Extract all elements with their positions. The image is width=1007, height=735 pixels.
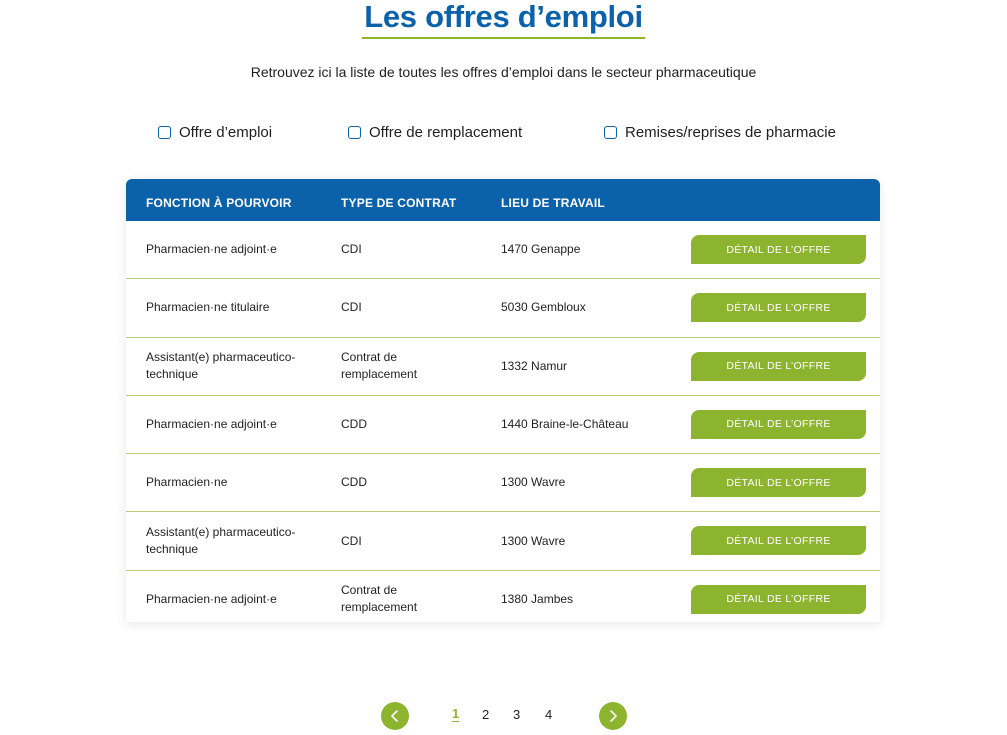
filter-offre-remplacement[interactable]	[348, 124, 522, 141]
cell-fonction: Pharmacien·ne adjoint·e	[146, 591, 277, 606]
job-offers-table	[126, 179, 880, 622]
filter-remises-reprises[interactable]	[604, 124, 836, 141]
cell-contrat: CDI	[341, 533, 362, 548]
cell-fonction: Pharmacien·ne titulaire	[146, 300, 270, 315]
column-header-contrat: TYPE DE CONTRAT	[341, 196, 457, 210]
page-subtitle: Retrouvez ici la liste de toutes les offres d’emploi dans le secteur pharmaceutique	[250, 64, 757, 80]
table-row	[126, 338, 880, 396]
filter-checkbox[interactable]	[348, 126, 361, 139]
page-title: Les offres d’emploi	[362, 0, 645, 39]
filter-label: Remises/reprises de pharmacie	[625, 124, 836, 141]
table-row	[126, 512, 880, 570]
table-header	[126, 179, 880, 221]
table-row	[126, 279, 880, 337]
page-number-4[interactable]: 4	[545, 707, 553, 722]
cell-contrat: CDI	[341, 242, 362, 257]
column-header-lieu: LIEU DE TRAVAIL	[501, 196, 605, 210]
filter-bar	[0, 124, 1007, 144]
chevron-right-icon	[607, 709, 619, 723]
column-header-fonction: FONCTION À POURVOIR	[146, 196, 292, 210]
cell-contrat: Contrat de remplacement	[341, 583, 418, 615]
cell-fonction: Pharmacien·ne adjoint·e	[146, 242, 277, 257]
cell-contrat: CDD	[341, 475, 367, 490]
offer-detail-button[interactable]: DÉTAIL DE L’OFFRE	[691, 235, 866, 264]
cell-lieu: 5030 Gembloux	[501, 300, 586, 315]
pagination	[0, 702, 1007, 730]
chevron-left-icon	[389, 709, 401, 723]
cell-fonction: Pharmacien·ne	[146, 475, 228, 490]
offer-detail-button[interactable]: DÉTAIL DE L’OFFRE	[691, 352, 866, 381]
cell-lieu: 1300 Wavre	[501, 533, 566, 548]
cell-contrat: Contrat de remplacement	[341, 350, 418, 382]
table-row	[126, 221, 880, 279]
table-row	[126, 571, 880, 622]
filter-checkbox[interactable]	[604, 126, 617, 139]
offer-detail-button[interactable]: DÉTAIL DE L’OFFRE	[691, 410, 866, 439]
cell-lieu: 1380 Jambes	[501, 591, 574, 606]
cell-lieu: 1332 Namur	[501, 358, 568, 373]
table-row	[126, 396, 880, 454]
cell-lieu: 1300 Wavre	[501, 475, 566, 490]
cell-lieu: 1470 Genappe	[501, 242, 581, 257]
cell-fonction: Assistant(e) pharmaceutico-technique	[146, 350, 296, 382]
cell-fonction: Assistant(e) pharmaceutico-technique	[146, 525, 296, 557]
offer-detail-button[interactable]: DÉTAIL DE L’OFFRE	[691, 585, 866, 614]
next-page-button[interactable]	[599, 702, 627, 730]
table-row	[126, 454, 880, 512]
page-number-2[interactable]: 2	[482, 707, 490, 722]
prev-page-button[interactable]	[381, 702, 409, 730]
offer-detail-button[interactable]: DÉTAIL DE L’OFFRE	[691, 293, 866, 322]
filter-label: Offre de remplacement	[369, 124, 523, 141]
filter-offre-emploi[interactable]	[158, 124, 272, 141]
cell-fonction: Pharmacien·ne adjoint·e	[146, 417, 277, 432]
page-header	[0, 0, 1007, 39]
page-number-3[interactable]: 3	[513, 707, 521, 722]
cell-lieu: 1440 Braine-le-Château	[501, 417, 629, 432]
cell-contrat: CDD	[341, 417, 367, 432]
offer-detail-button[interactable]: DÉTAIL DE L’OFFRE	[691, 468, 866, 497]
cell-contrat: CDI	[341, 300, 362, 315]
filter-checkbox[interactable]	[158, 126, 171, 139]
filter-label: Offre d’emploi	[179, 124, 273, 141]
page-number-1[interactable]: 1	[452, 706, 460, 721]
offer-detail-button[interactable]: DÉTAIL DE L’OFFRE	[691, 526, 866, 555]
